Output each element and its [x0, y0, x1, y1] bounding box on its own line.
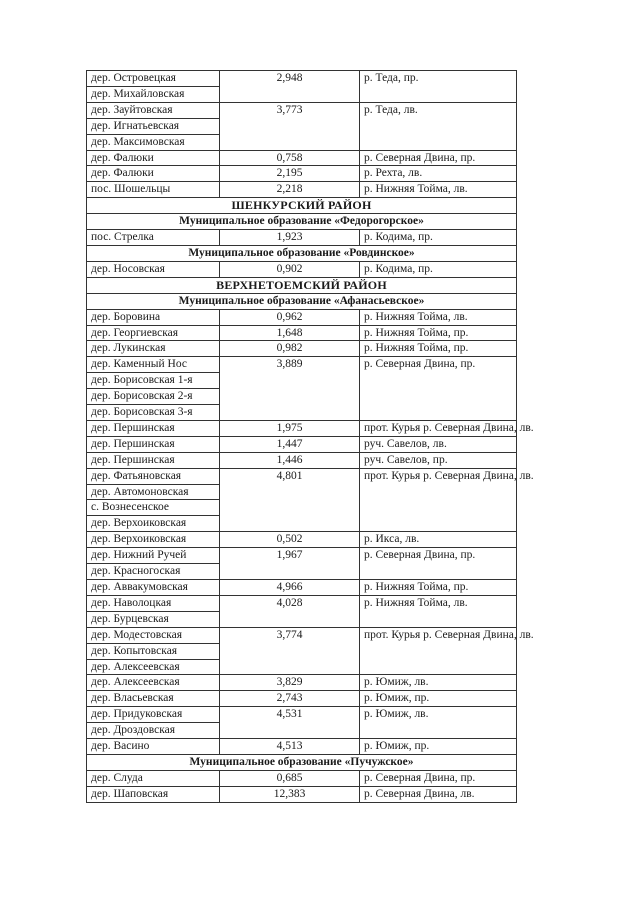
settlement-name: дер. Зауйтовская [87, 102, 220, 118]
municipality-header-row [87, 245, 517, 261]
river-location: р. Нижняя Тойма, пр. [360, 325, 517, 341]
river-location: р. Нижняя Тойма, лв. [360, 595, 517, 627]
length-value: 0,902 [220, 261, 360, 277]
length-value: 4,531 [220, 707, 360, 739]
table-row [87, 71, 517, 87]
municipality-title: Муниципальное образование «Федорогорское» [87, 214, 517, 230]
table-row [87, 707, 517, 723]
settlement-name: дер. Модестовская [87, 627, 220, 643]
settlement-name: пос. Шошельцы [87, 182, 220, 198]
table-row [87, 532, 517, 548]
settlement-name: дер. Максимовская [87, 134, 220, 150]
table-row [87, 468, 517, 484]
settlement-name: дер. Автомоновская [87, 484, 220, 500]
table-row [87, 325, 517, 341]
length-value: 1,975 [220, 420, 360, 436]
length-value: 1,923 [220, 230, 360, 246]
length-value: 12,383 [220, 786, 360, 802]
table-row [87, 150, 517, 166]
settlement-name: дер. Першинская [87, 452, 220, 468]
length-value: 1,447 [220, 436, 360, 452]
settlement-name: дер. Игнатьевская [87, 118, 220, 134]
river-location: р. Северная Двина, пр. [360, 150, 517, 166]
district-title: ШЕНКУРСКИЙ РАЙОН [87, 198, 517, 214]
settlement-name: дер. Дроздовская [87, 723, 220, 739]
settlement-name: дер. Верхоиковская [87, 516, 220, 532]
district-header-row [87, 198, 517, 214]
district-header-row [87, 277, 517, 293]
table-row [87, 309, 517, 325]
length-value: 2,218 [220, 182, 360, 198]
river-location: р. Юмиж, пр. [360, 691, 517, 707]
length-value: 4,966 [220, 580, 360, 596]
table-row [87, 739, 517, 755]
river-location: р. Юмиж, лв. [360, 675, 517, 691]
table-body [87, 71, 534, 803]
table-row [87, 102, 517, 118]
settlement-name: дер. Лукинская [87, 341, 220, 357]
settlement-name: дер. Васино [87, 739, 220, 755]
table-row [87, 452, 517, 468]
settlement-name: дер. Аввакумовская [87, 580, 220, 596]
table-row [87, 770, 517, 786]
table-row [87, 627, 517, 643]
settlement-name: дер. Власьевская [87, 691, 220, 707]
table-row [87, 357, 517, 373]
length-value: 4,028 [220, 595, 360, 627]
table-row [87, 230, 517, 246]
municipality-title: Муниципальное образование «Ровдинское» [87, 245, 517, 261]
length-value: 1,446 [220, 452, 360, 468]
river-location: прот. Курья р. Северная Двина, лв. [360, 420, 517, 436]
table-row [87, 548, 517, 564]
settlement-name: дер. Алексеевская [87, 675, 220, 691]
table-row [87, 786, 517, 802]
settlement-name: дер. Нижний Ручей [87, 548, 220, 564]
settlement-name: дер. Копытовская [87, 643, 220, 659]
settlement-name: дер. Георгиевская [87, 325, 220, 341]
river-location: р. Северная Двина, пр. [360, 770, 517, 786]
length-value: 0,758 [220, 150, 360, 166]
settlement-name: дер. Слуда [87, 770, 220, 786]
settlement-name: дер. Придуковская [87, 707, 220, 723]
length-value: 0,502 [220, 532, 360, 548]
settlement-name: дер. Борисовская 1-я [87, 373, 220, 389]
river-location: р. Икса, лв. [360, 532, 517, 548]
length-value: 1,967 [220, 548, 360, 580]
municipality-title: Муниципальное образование «Пучужское» [87, 754, 517, 770]
river-location: р. Нижняя Тойма, пр. [360, 341, 517, 357]
table-row [87, 166, 517, 182]
river-location: р. Рехта, лв. [360, 166, 517, 182]
length-value: 4,801 [220, 468, 360, 532]
length-value: 0,962 [220, 309, 360, 325]
length-value: 2,948 [220, 71, 360, 103]
settlement-name: дер. Красногоская [87, 564, 220, 580]
settlement-name: дер. Носовская [87, 261, 220, 277]
length-value: 3,773 [220, 102, 360, 150]
length-value: 2,743 [220, 691, 360, 707]
settlement-name: дер. Борисовская 3-я [87, 405, 220, 421]
settlement-name: дер. Шаповская [87, 786, 220, 802]
settlement-name: дер. Фатьяновская [87, 468, 220, 484]
municipality-header-row [87, 754, 517, 770]
table-row [87, 675, 517, 691]
table-row [87, 261, 517, 277]
river-location: р. Кодима, пр. [360, 261, 517, 277]
settlement-name: дер. Наволоцкая [87, 595, 220, 611]
settlement-name: дер. Фалюки [87, 150, 220, 166]
settlement-name: дер. Каменный Нос [87, 357, 220, 373]
settlement-name: дер. Першинская [87, 436, 220, 452]
table-row [87, 420, 517, 436]
table-row [87, 436, 517, 452]
river-location: р. Северная Двина, пр. [360, 548, 517, 580]
length-value: 3,829 [220, 675, 360, 691]
settlement-name: с. Вознесенское [87, 500, 220, 516]
settlement-name: дер. Борисовская 2-я [87, 389, 220, 405]
river-location: прот. Курья р. Северная Двина, лв. [360, 627, 517, 675]
river-location: р. Северная Двина, лв. [360, 786, 517, 802]
settlement-name: дер. Боровина [87, 309, 220, 325]
length-value: 3,774 [220, 627, 360, 675]
river-location: руч. Савелов, лв. [360, 436, 517, 452]
table-row [87, 580, 517, 596]
settlement-name: дер. Верхоиковская [87, 532, 220, 548]
length-value: 4,513 [220, 739, 360, 755]
river-location: прот. Курья р. Северная Двина, лв. [360, 468, 517, 532]
river-location: р. Теда, лв. [360, 102, 517, 150]
length-value: 0,685 [220, 770, 360, 786]
length-value: 2,195 [220, 166, 360, 182]
municipality-title: Муниципальное образование «Афанасьевское» [87, 293, 517, 309]
table-row [87, 691, 517, 707]
river-location: р. Юмиж, лв. [360, 707, 517, 739]
settlement-name: дер. Бурцевская [87, 611, 220, 627]
settlement-name: дер. Алексеевская [87, 659, 220, 675]
district-title: ВЕРХНЕТОЕМСКИЙ РАЙОН [87, 277, 517, 293]
settlements-table [86, 70, 534, 803]
settlement-name: дер. Островецкая [87, 71, 220, 87]
river-location: р. Нижняя Тойма, лв. [360, 182, 517, 198]
length-value: 1,648 [220, 325, 360, 341]
settlement-name: пос. Стрелка [87, 230, 220, 246]
river-location: р. Северная Двина, пр. [360, 357, 517, 421]
length-value: 0,982 [220, 341, 360, 357]
river-location: руч. Савелов, пр. [360, 452, 517, 468]
municipality-header-row [87, 293, 517, 309]
river-location: р. Юмиж, пр. [360, 739, 517, 755]
document-page [86, 70, 534, 803]
river-location: р. Нижняя Тойма, лв. [360, 309, 517, 325]
table-row [87, 341, 517, 357]
municipality-header-row [87, 214, 517, 230]
settlement-name: дер. Першинская [87, 420, 220, 436]
river-location: р. Нижняя Тойма, пр. [360, 580, 517, 596]
settlement-name: дер. Михайловская [87, 86, 220, 102]
table-row [87, 595, 517, 611]
table-row [87, 182, 517, 198]
river-location: р. Теда, пр. [360, 71, 517, 103]
river-location: р. Кодима, пр. [360, 230, 517, 246]
settlement-name: дер. Фалюки [87, 166, 220, 182]
length-value: 3,889 [220, 357, 360, 421]
